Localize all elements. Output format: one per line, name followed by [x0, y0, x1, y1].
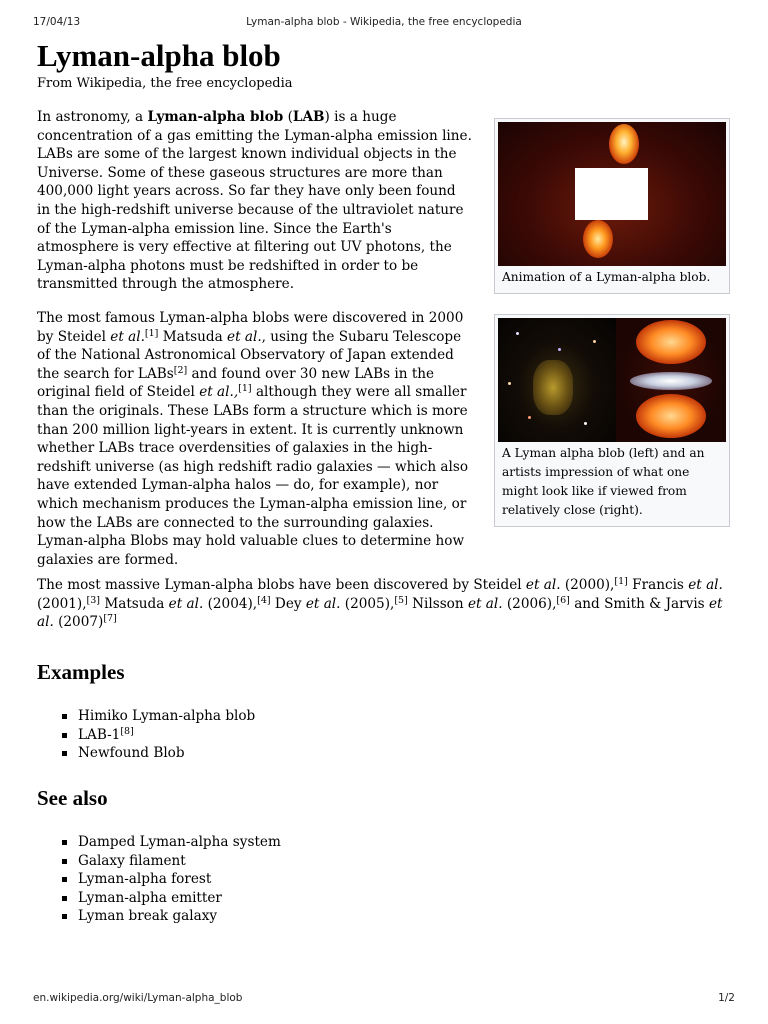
image-placeholder-box	[575, 168, 648, 220]
list-item[interactable]: Lyman break galaxy	[37, 907, 281, 926]
list-item[interactable]: Newfound Blob	[37, 744, 255, 763]
reference-link[interactable]: [5]	[394, 594, 408, 606]
page-number: 1/2	[718, 992, 735, 1004]
list-item[interactable]: LAB-1[8]	[37, 726, 255, 745]
reference-link[interactable]: [4]	[257, 594, 271, 606]
discovery-paragraph: The most famous Lyman-alpha blobs were discovered in 2000 by Steidel et al.[1] Matsuda et al., using the Subaru Telescope of the National Astronomical Observatory of Japan extended the search for LABs[2] and found over 30 new LABs in the original field of Steidel et al.,[1] although they were all smaller than the originals. These LABs form a structure which is more than 200 million light-years in extent. It is currently unknown whether LABs trace overdensities of galaxies in the high-redshift universe (as high redshift radio galaxies — which also have extended Lyman-alpha halos — do, for example), nor which mechanism produces the Lyman-alpha emission line, or how the LABs are connected to the surrounding galaxies. Lyman-alpha Blobs may hold valuable clues to determine how galaxies are formed.	[37, 310, 469, 568]
reference-link[interactable]: [6]	[556, 594, 570, 606]
see-also-list	[37, 833, 281, 926]
blob-glow-bottom	[583, 220, 613, 258]
print-date: 17/04/13	[33, 16, 81, 28]
observed-blob-image	[498, 318, 616, 442]
thumbnail-animation	[494, 118, 730, 294]
thumbnail-caption: A Lyman alpha blob (left) and an artists impression of what one might look like if viewed from relatively close (right).	[502, 446, 705, 517]
reference-link[interactable]: [1]	[144, 327, 159, 339]
reference-link[interactable]: [3]	[86, 594, 100, 606]
list-item[interactable]: Damped Lyman-alpha system	[37, 833, 281, 852]
lyman-alpha-blob-animation-image[interactable]	[498, 122, 726, 266]
print-page-title: Lyman-alpha blob - Wikipedia, the free encyclopedia	[246, 16, 522, 28]
print-header	[33, 16, 735, 30]
see-also-heading: See also	[37, 786, 108, 810]
list-item[interactable]: Himiko Lyman-alpha blob	[37, 707, 255, 726]
artist-impression-image	[616, 318, 726, 442]
examples-list	[37, 707, 255, 763]
reference-link[interactable]: [1]	[238, 383, 252, 395]
blob-glow-top	[609, 124, 639, 164]
lyman-alpha-comparison-image[interactable]	[498, 318, 726, 442]
term-lab: Lyman-alpha blob	[147, 109, 284, 125]
list-item[interactable]: Lyman-alpha forest	[37, 870, 281, 889]
page-title: Lyman-alpha blob	[37, 38, 281, 73]
massive-blobs-paragraph: The most massive Lyman-alpha blobs have been discovered by Steidel et al. (2000),[1] Francis et al. (2001),[3] Matsuda et al. (2004),[4] Dey et al. (2005),[5] Nilsson et al. (2006),[6] and Smith & Jarvis et al. (2007)[7]	[37, 576, 723, 631]
list-item[interactable]: Lyman-alpha emitter	[37, 889, 281, 908]
reference-link[interactable]: [7]	[103, 613, 117, 625]
page-url: en.wikipedia.org/wiki/Lyman-alpha_blob	[33, 992, 243, 1004]
thumbnail-caption: Animation of a Lyman-alpha blob.	[502, 270, 711, 284]
reference-link[interactable]: [2]	[173, 364, 188, 376]
reference-link[interactable]: [1]	[614, 576, 628, 587]
reference-link[interactable]: [8]	[120, 725, 134, 737]
print-footer	[33, 992, 735, 1006]
intro-paragraph: In astronomy, a Lyman-alpha blob (LAB) is a huge concentration of a gas emitting the Lyman-alpha emission line. LABs are some of the largest known individual objects in the Universe. Some of these gaseous structures are more than 400,000 light years across. So far they have only been found in the high-redshift universe because of the ultraviolet nature of the Lyman-alpha emission line. Since the Earth's atmosphere is very effective at filtering out UV photons, the Lyman-alpha photons must be redshifted in order to be transmitted through the atmosphere.	[37, 109, 472, 293]
site-subtitle: From Wikipedia, the free encyclopedia	[37, 76, 293, 91]
term-lab-abbr: LAB	[292, 109, 325, 125]
list-item[interactable]: Galaxy filament	[37, 852, 281, 871]
thumbnail-comparison	[494, 314, 730, 527]
examples-heading: Examples	[37, 660, 125, 684]
